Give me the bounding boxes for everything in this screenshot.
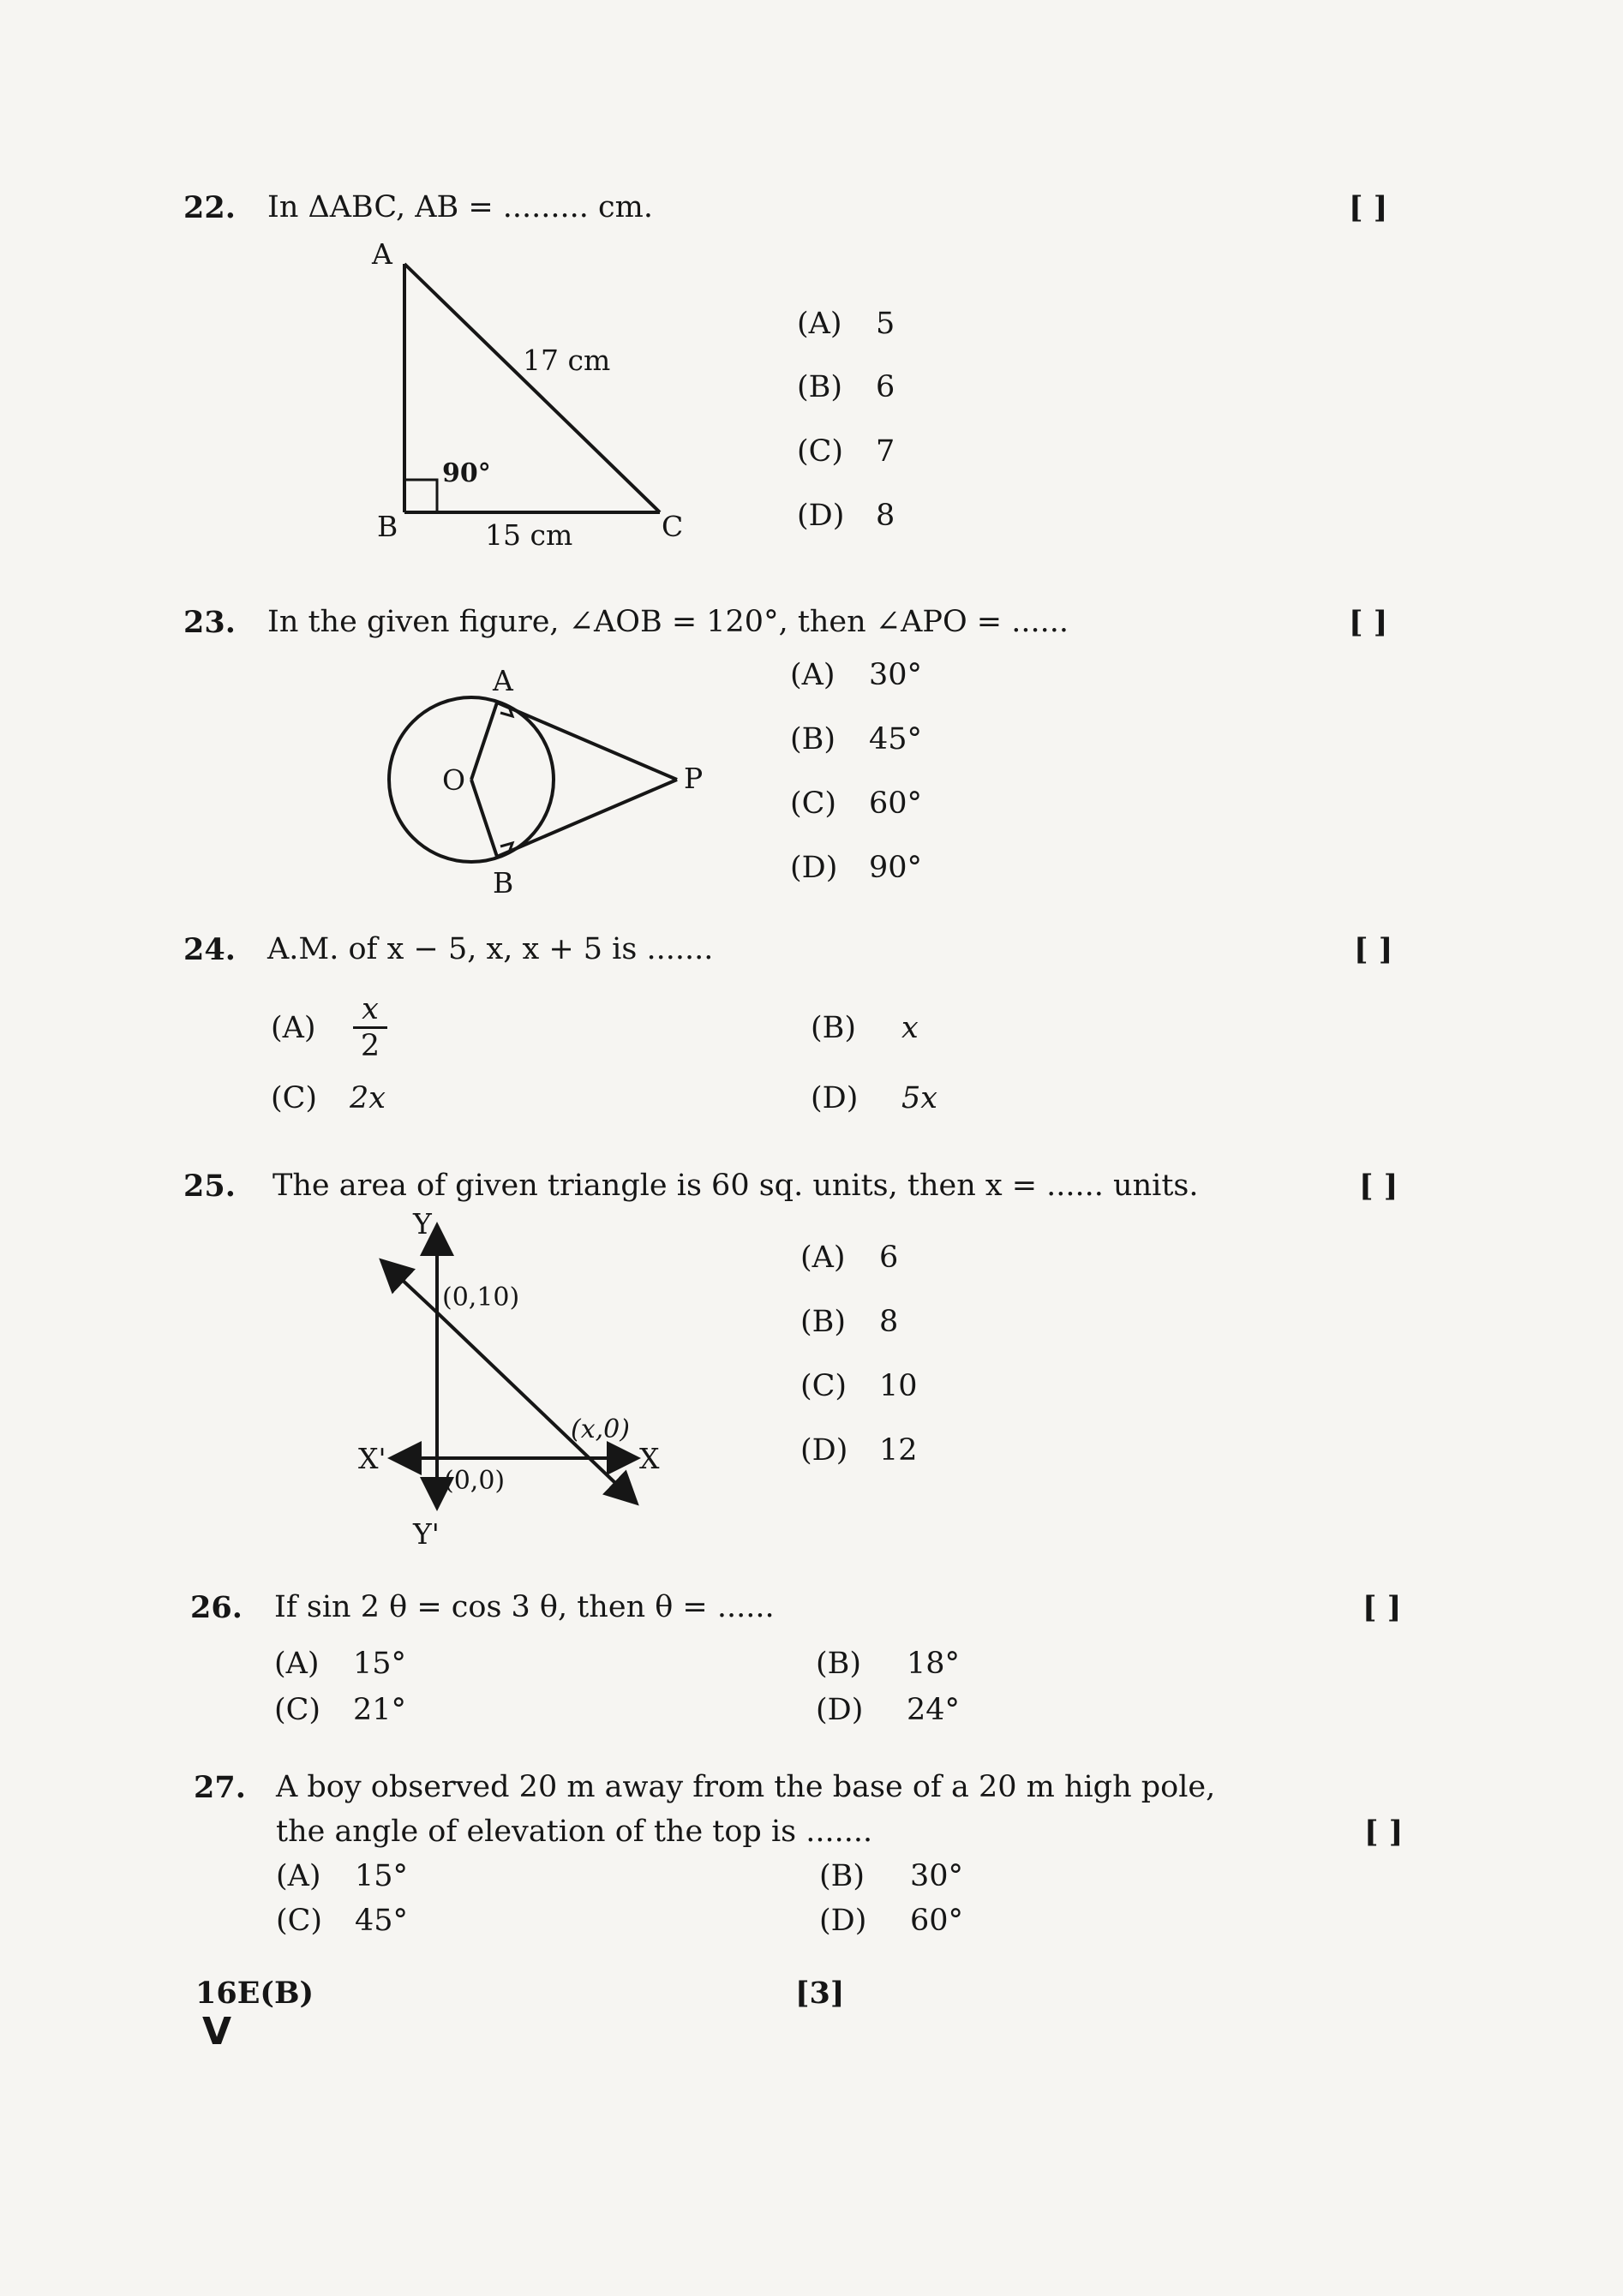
question-27-stem-line-1: A boy observed 20 m away from the base of a 20 m high pole, xyxy=(276,1770,1216,1804)
question-23-option-d: (D) 90° xyxy=(790,851,923,885)
question-24-number: 24. xyxy=(183,932,236,967)
question-25-option-a: (A) 6 xyxy=(800,1241,899,1275)
page-number: [3] xyxy=(795,1976,845,2011)
question-25-number: 25. xyxy=(183,1169,236,1204)
vertex-c-label: C xyxy=(662,510,684,543)
question-24-option-c: (C) 2x xyxy=(271,1081,386,1115)
question-26-number: 26. xyxy=(190,1590,243,1625)
question-26-option-b: (B) 18° xyxy=(816,1647,961,1681)
question-22-triangle-figure xyxy=(360,231,703,557)
question-23-circle-figure xyxy=(368,660,728,900)
y-axis-label: Y xyxy=(413,1210,432,1241)
question-22-option-a: (A) 5 xyxy=(797,307,895,341)
question-26-answer-bracket: [ ] xyxy=(1362,1590,1402,1625)
question-24-answer-bracket: [ ] xyxy=(1354,932,1393,967)
point-p-label: P xyxy=(684,762,704,795)
question-27-answer-bracket: [ ] xyxy=(1364,1815,1404,1850)
point-x-0-label: (x,0) xyxy=(571,1414,630,1444)
tangent-pb xyxy=(497,780,677,857)
question-23-number: 23. xyxy=(183,605,236,640)
vertex-a-label: A xyxy=(372,237,392,271)
version-mark: V xyxy=(202,2010,232,2054)
question-24-stem: A.M. of x − 5, x, x + 5 is ....... xyxy=(267,932,714,966)
question-27-option-b: (B) 30° xyxy=(819,1859,964,1893)
question-23-stem: In the given figure, ∠AOB = 120°, then ∠APO = ...... xyxy=(267,605,1069,639)
question-24-option-a-fraction xyxy=(353,992,387,1063)
question-22-option-b: (B) 6 xyxy=(797,370,895,404)
question-25-option-d: (D) 12 xyxy=(800,1433,918,1468)
point-o-label: O xyxy=(442,763,466,797)
hypotenuse-length-label: 17 cm xyxy=(523,344,611,377)
fraction-numerator: x xyxy=(362,992,379,1026)
question-26-stem: If sin 2 θ = cos 3 θ, then θ = ...... xyxy=(274,1590,775,1624)
question-23-option-a: (A) 30° xyxy=(790,658,923,692)
question-22-option-d: (D) 8 xyxy=(797,499,895,533)
question-24-option-d: (D) 5x xyxy=(811,1081,938,1115)
question-27-stem-line-2: the angle of elevation of the top is ....... xyxy=(276,1815,873,1849)
base-length-label: 15 cm xyxy=(485,518,573,552)
question-27-option-d: (D) 60° xyxy=(819,1904,964,1938)
tangent-pa xyxy=(497,703,677,780)
vertex-b-label: B xyxy=(377,510,398,543)
right-angle-marker xyxy=(404,480,437,512)
y-axis-neg-label: Y' xyxy=(413,1517,440,1551)
question-24-option-b: (B) x xyxy=(811,1011,919,1045)
question-23-answer-bracket: [ ] xyxy=(1349,605,1388,640)
question-23-option-b: (B) 45° xyxy=(790,722,923,756)
line-extension-up xyxy=(384,1263,437,1312)
question-25-coordinate-figure xyxy=(351,1210,711,1552)
question-27-number: 27. xyxy=(194,1770,246,1805)
question-25-option-c: (C) 10 xyxy=(800,1369,918,1403)
question-24-option-a-label: (A) xyxy=(271,1011,316,1045)
question-26-option-d: (D) 24° xyxy=(816,1693,961,1727)
question-26-option-a: (A) 15° xyxy=(274,1647,407,1681)
fraction-denominator: 2 xyxy=(353,1026,387,1063)
question-25-stem: The area of given triangle is 60 sq. units, then x = ...... units. xyxy=(272,1169,1199,1203)
right-angle-label: 90° xyxy=(442,458,491,488)
question-22-number: 22. xyxy=(183,190,236,225)
paper-code: 16E(B) xyxy=(195,1976,314,2011)
x-axis-label: X xyxy=(639,1442,660,1475)
question-27-option-c: (C) 45° xyxy=(276,1904,409,1938)
radius-oa xyxy=(471,703,497,780)
point-b-label: B xyxy=(493,866,514,900)
question-23-option-c: (C) 60° xyxy=(790,786,923,821)
point-origin-label: (0,0) xyxy=(444,1466,506,1496)
point-0-10-label: (0,10) xyxy=(442,1283,520,1312)
radius-ob xyxy=(471,780,497,857)
point-a-label: A xyxy=(493,664,513,697)
question-22-option-c: (C) 7 xyxy=(797,434,895,469)
question-27-option-a: (A) 15° xyxy=(276,1859,409,1893)
x-axis-neg-label: X' xyxy=(358,1442,386,1475)
question-22-answer-bracket: [ ] xyxy=(1349,190,1388,225)
question-22-stem: In ΔABC, AB = ......... cm. xyxy=(267,190,653,224)
question-25-answer-bracket: [ ] xyxy=(1359,1169,1398,1204)
question-26-option-c: (C) 21° xyxy=(274,1693,407,1727)
question-25-option-b: (B) 8 xyxy=(800,1305,899,1339)
